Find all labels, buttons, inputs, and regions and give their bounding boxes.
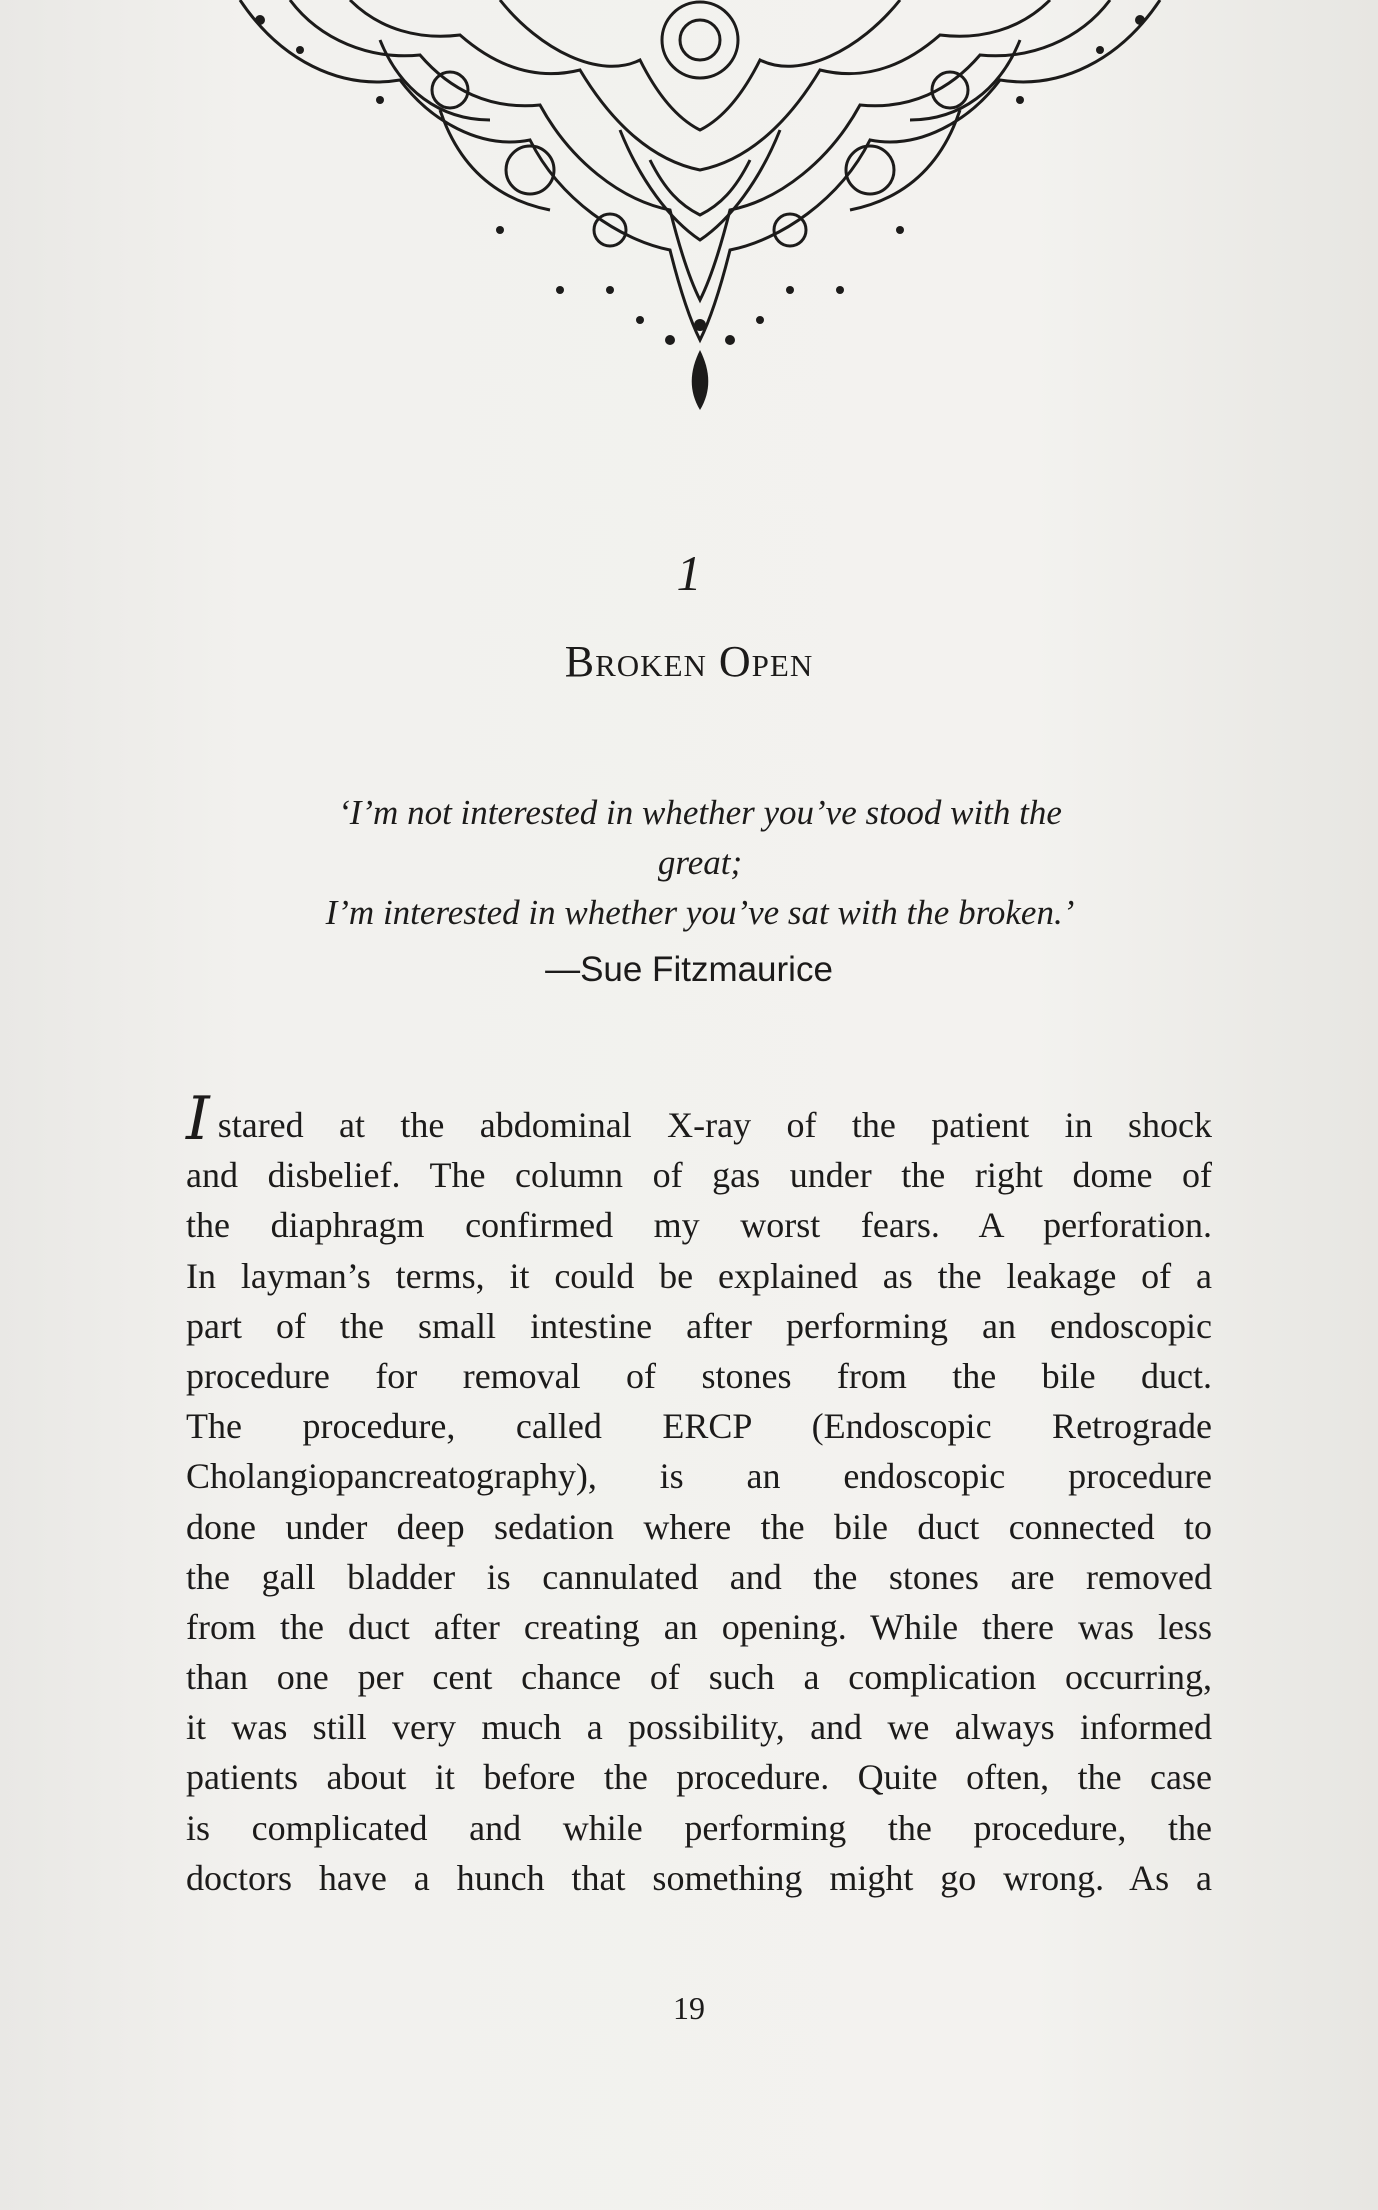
body-line: the diaphragm confirmed my worst fears. A perforation. [186, 1205, 1212, 1246]
body-line-text: stared at the abdominal X-ray of the patient in shock [217, 1105, 1212, 1145]
body-line: than one per cent chance of such a complication occurring, [186, 1657, 1212, 1698]
epigraph-line: I’m interested in whether you’ve sat with the broken.’ [325, 893, 1075, 932]
epigraph-attribution: —Sue Fitzmaurice [545, 950, 833, 989]
body-line: from the duct after creating an opening. While there was less [186, 1606, 1212, 1647]
body-line: In layman’s terms, it could be explained as the leakage of a [186, 1255, 1212, 1296]
body-line: part of the small intestine after performing an endoscopic [186, 1305, 1212, 1346]
epigraph [180, 788, 1220, 938]
body-line: The procedure, called ERCP (Endoscopic Retrograde [186, 1406, 1212, 1447]
body-line: Cholangiopancreatography), is an endoscopic procedure [186, 1456, 1212, 1497]
body-line: patients about it before the procedure. Quite often, the case [186, 1757, 1212, 1798]
body-line: done under deep sedation where the bile duct connected to [186, 1506, 1212, 1547]
body-line: procedure for removal of stones from the bile duct. [186, 1355, 1212, 1396]
body-paragraph [186, 1084, 1212, 1903]
epigraph-line: great; [657, 843, 743, 882]
body-line: doctors have a hunch that something might go wrong. As a [186, 1857, 1212, 1898]
chapter-number: 1 [676, 545, 702, 601]
body-line: it was still very much a possibility, and we always informed [186, 1707, 1212, 1748]
body-line: and disbelief. The column of gas under the right dome of [186, 1155, 1212, 1196]
page-number: 19 [673, 1990, 705, 2026]
body-line: the gall bladder is cannulated and the stones are removed [186, 1556, 1212, 1597]
chapter-title: Broken Open [564, 637, 814, 686]
body-line: is complicated and while performing the procedure, the [186, 1807, 1212, 1848]
drop-cap: I [186, 1084, 210, 1154]
body-line [186, 1084, 1212, 1154]
mandala-ornament [200, 0, 1200, 440]
epigraph-line: ‘I’m not interested in whether you’ve stood with the [338, 793, 1062, 832]
